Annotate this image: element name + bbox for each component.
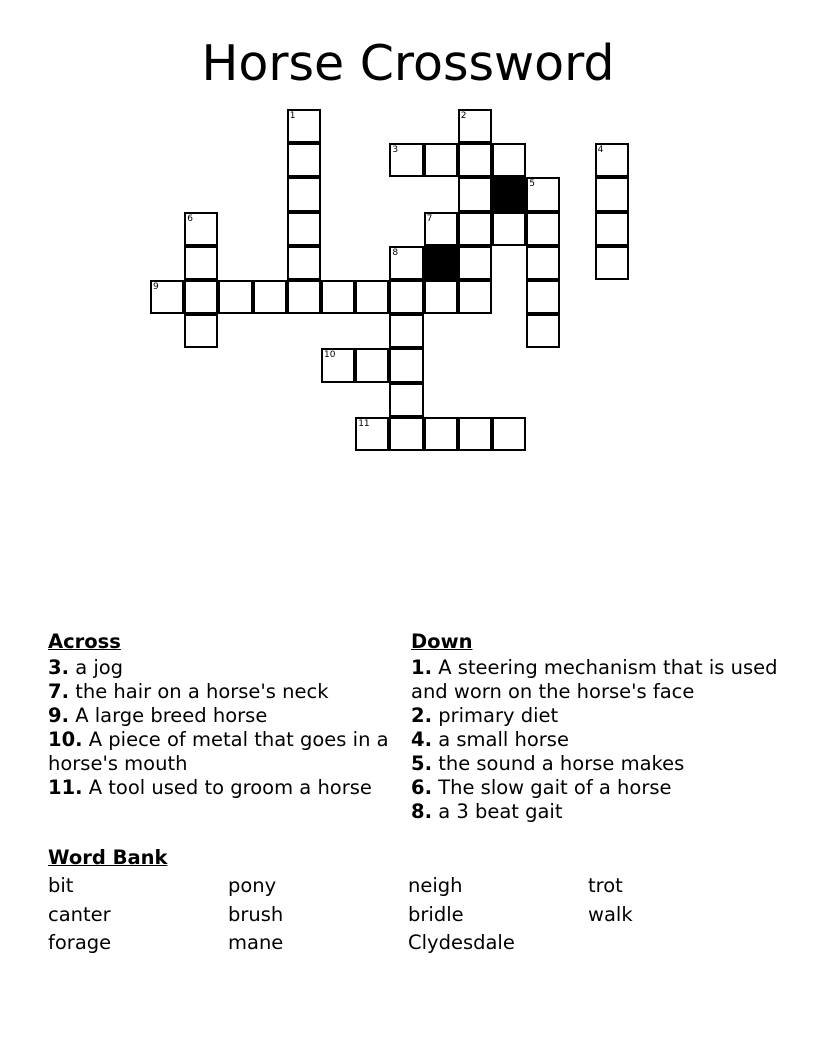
black-cell	[492, 177, 526, 211]
clue-text: a jog	[75, 656, 124, 679]
grid-cell[interactable]	[492, 212, 526, 246]
grid-cell[interactable]	[595, 177, 629, 211]
word-bank-item: forage	[48, 931, 112, 954]
word-bank-item: pony	[228, 874, 277, 897]
clue-number: 6	[187, 213, 193, 224]
clue-text: a small horse	[438, 728, 569, 751]
grid-cell[interactable]	[595, 246, 629, 280]
grid-cell[interactable]	[526, 280, 560, 314]
clue-text: primary diet	[438, 704, 559, 727]
clue-text: the sound a horse makes	[438, 752, 685, 775]
clue-text: a 3 beat gait	[438, 800, 563, 823]
across-clue	[48, 776, 398, 800]
grid-cell[interactable]	[458, 177, 492, 211]
grid-cell[interactable]	[458, 212, 492, 246]
word-bank-item: brush	[228, 902, 284, 926]
clue-number: 11.	[48, 776, 83, 799]
page-title: Horse Crossword	[201, 35, 615, 92]
across-clues	[48, 630, 398, 800]
grid-cell[interactable]	[389, 314, 423, 348]
clue-number: 11	[358, 418, 370, 429]
down-clue	[411, 656, 781, 704]
clue-number: 9.	[48, 704, 69, 727]
clue-number: 9	[153, 282, 159, 292]
clue-text: The slow gait of a horse	[438, 776, 672, 799]
grid-cell[interactable]	[184, 212, 218, 246]
clue-text: A steering mechanism that is used and worn on the horse's face	[411, 656, 778, 703]
word-bank	[48, 846, 768, 958]
clue-number: 10	[324, 350, 336, 361]
grid-cell[interactable]	[389, 246, 423, 280]
clue-number: 7.	[48, 680, 69, 703]
grid-cell[interactable]	[321, 348, 355, 382]
grid-cell[interactable]	[389, 280, 423, 314]
clue-text: A piece of metal that goes in a horse's mouth	[48, 728, 389, 775]
down-clue	[411, 728, 781, 752]
grid-cell[interactable]	[389, 383, 423, 417]
grid-cell[interactable]	[184, 314, 218, 348]
grid-cell[interactable]	[458, 417, 492, 451]
word-bank-item: walk	[588, 902, 633, 926]
grid-cell[interactable]	[287, 246, 321, 280]
clue-number: 3	[392, 145, 399, 156]
word-bank-item: Clydesdale	[408, 931, 515, 954]
down-clue	[411, 752, 781, 776]
black-cell	[424, 246, 458, 280]
across-clue	[48, 728, 398, 776]
down-heading: Down	[411, 630, 473, 653]
clue-number: 5	[529, 179, 535, 190]
grid-cell[interactable]	[184, 246, 218, 280]
down-clues	[411, 630, 781, 824]
clue-number: 6.	[411, 776, 432, 799]
word-bank-item: neigh	[408, 874, 463, 897]
grid-cell[interactable]	[458, 280, 492, 314]
grid-cell[interactable]	[218, 280, 252, 314]
clue-text: A tool used to groom a horse	[88, 776, 372, 799]
grid-cell[interactable]	[595, 143, 629, 177]
clue-number: 8	[392, 247, 399, 258]
grid-cell[interactable]	[355, 280, 389, 314]
grid-cell[interactable]	[287, 212, 321, 246]
grid-cell[interactable]	[492, 417, 526, 451]
grid-cell[interactable]	[424, 417, 458, 451]
clue-number: 7	[426, 213, 433, 224]
grid-cell[interactable]	[184, 280, 218, 314]
clue-number: 8.	[411, 800, 432, 823]
grid-cell[interactable]	[389, 348, 423, 382]
grid-cell[interactable]	[424, 212, 458, 246]
grid-cell[interactable]	[526, 177, 560, 211]
word-bank-item: trot	[588, 874, 623, 897]
clue-number: 2	[460, 111, 467, 121]
word-bank-item: bit	[48, 874, 74, 897]
clue-number: 3.	[48, 656, 69, 679]
clue-number: 1	[289, 111, 296, 121]
grid-cell[interactable]	[424, 280, 458, 314]
grid-cell[interactable]	[424, 143, 458, 177]
word-bank-heading: Word Bank	[48, 846, 168, 869]
grid-cell[interactable]	[150, 280, 184, 314]
clue-number: 5.	[411, 752, 432, 775]
word-bank-item: mane	[228, 931, 284, 954]
across-heading: Across	[48, 630, 121, 653]
clue-number: 10.	[48, 728, 83, 751]
grid-cell[interactable]	[253, 280, 287, 314]
clue-number: 2.	[411, 704, 432, 727]
crossword-grid	[151, 110, 631, 455]
grid-cell[interactable]	[458, 143, 492, 177]
grid-cell[interactable]	[287, 143, 321, 177]
grid-cell[interactable]	[287, 280, 321, 314]
clue-number: 4	[597, 145, 604, 156]
grid-cell[interactable]	[526, 314, 560, 348]
word-bank-item: bridle	[408, 902, 464, 926]
grid-cell[interactable]	[355, 348, 389, 382]
grid-cell[interactable]	[526, 212, 560, 246]
clue-number: 1.	[411, 656, 432, 679]
grid-cell[interactable]	[287, 177, 321, 211]
clue-number: 4.	[411, 728, 432, 751]
grid-cell[interactable]	[287, 109, 321, 143]
clue-text: A large breed horse	[75, 704, 268, 727]
across-clue	[48, 704, 398, 728]
grid-cell[interactable]	[389, 417, 423, 451]
word-bank-item: canter	[48, 902, 111, 926]
grid-cell[interactable]	[595, 212, 629, 246]
grid-cell[interactable]	[321, 280, 355, 314]
clue-text: the hair on a horse's neck	[75, 680, 329, 703]
grid-cell[interactable]	[458, 246, 492, 280]
across-clue	[48, 680, 398, 704]
down-clue	[411, 776, 781, 800]
grid-cell[interactable]	[526, 246, 560, 280]
grid-cell[interactable]	[492, 143, 526, 177]
down-clue	[411, 800, 781, 824]
grid-cell[interactable]	[458, 109, 492, 143]
down-clue	[411, 704, 781, 728]
grid-cell[interactable]	[355, 417, 389, 451]
grid-cell[interactable]	[389, 143, 423, 177]
across-clue	[48, 656, 398, 680]
